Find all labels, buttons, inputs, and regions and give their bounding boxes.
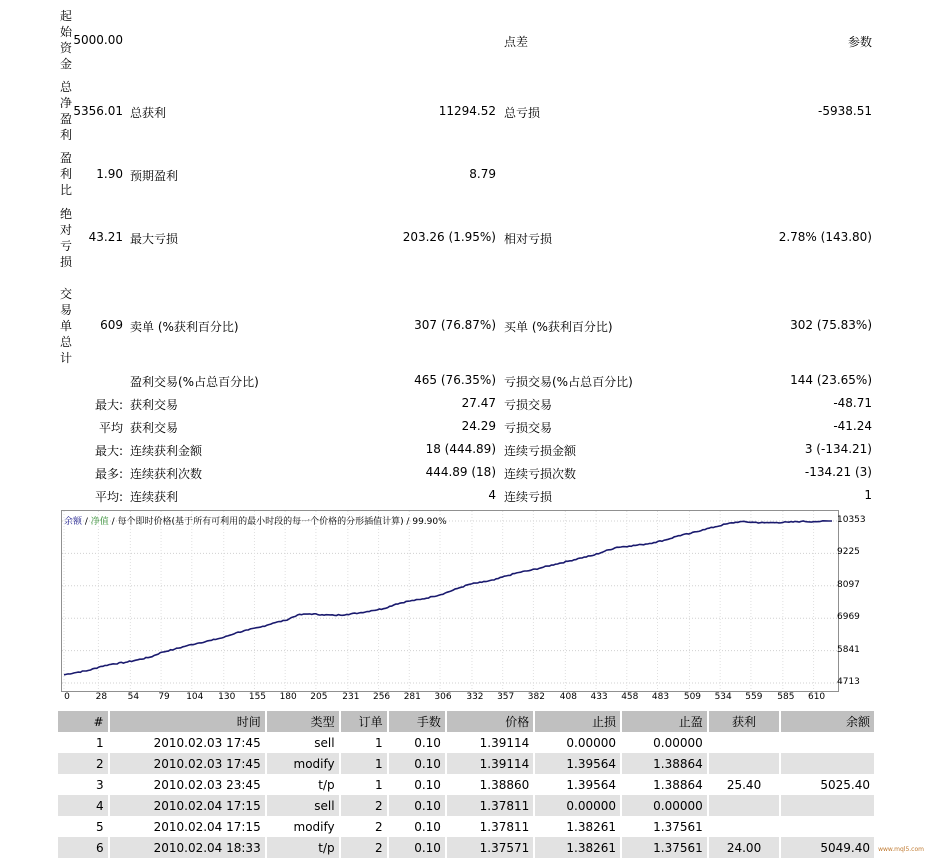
label-initial-deposit: 起始资金 [59, 9, 72, 71]
table-row[interactable] [58, 816, 875, 837]
cell-col-profit [708, 795, 781, 816]
table-row[interactable] [58, 774, 875, 795]
label-loss-trades: 亏损交易(%占总百分比) [504, 375, 633, 389]
label-spread: 点差 [504, 35, 529, 49]
cell-col-type: modify [266, 816, 340, 837]
cell-col-order: 1 [340, 753, 388, 774]
table-row[interactable] [58, 732, 875, 753]
label-total-trades: 交易单总计 [59, 287, 72, 365]
value-absolute-drawdown: 43.21 [88, 230, 123, 244]
chart-x-tick-label: 509 [683, 692, 702, 702]
legend-equity: 净值 [90, 517, 109, 527]
value-total-net-profit: 5356.01 [73, 104, 123, 118]
cell-col-price: 1.39114 [446, 732, 534, 753]
label-average-consecutive-wins: 连续获利 [130, 490, 179, 504]
chart-x-tick-label: 306 [434, 692, 452, 702]
label-relative-drawdown: 相对亏损 [504, 232, 553, 246]
cell-col-order: 1 [340, 732, 388, 753]
chart-x-tick-label: 79 [158, 692, 170, 702]
value-max-consecutive-wins-count: 444.89 (18) [425, 465, 496, 479]
label-long-positions: 买单 (%获利百分比) [504, 320, 613, 334]
header-col-type[interactable]: 类型 [266, 711, 340, 732]
balance-chart-svg [62, 511, 838, 691]
header-col-time[interactable]: 时间 [109, 711, 266, 732]
value-expected-payoff: 8.79 [469, 167, 496, 181]
value-gross-profit: 11294.52 [438, 104, 496, 118]
cell-col-lots: 0.10 [388, 753, 446, 774]
chart-x-tick-label: 534 [714, 692, 732, 702]
header-col-sl[interactable]: 止损 [534, 711, 621, 732]
value-max-consecutive-losses-count: -134.21 (3) [804, 465, 872, 479]
cell-col-lots: 0.10 [388, 732, 446, 753]
cell-col-number: 6 [58, 837, 109, 858]
label-total-net-profit: 总净盈利 [59, 80, 72, 142]
chart-y-tick-label: 4713 [837, 677, 860, 687]
cell-col-time: 2010.02.04 17:15 [109, 816, 266, 837]
chart-x-tick-label: 104 [186, 692, 204, 702]
cell-col-price: 1.37571 [446, 837, 534, 858]
label-max-consecutive-wins-amount: 连续获利金额 [130, 444, 203, 458]
cell-col-tp: 1.38864 [621, 753, 708, 774]
chart-x-tick-label: 585 [777, 692, 795, 702]
cell-col-tp: 1.38864 [621, 774, 708, 795]
header-col-profit[interactable]: 获利 [708, 711, 781, 732]
cell-col-time: 2010.02.04 18:33 [109, 837, 266, 858]
cell-col-type: sell [266, 732, 340, 753]
cell-col-balance: 5025.40 [780, 774, 875, 795]
table-row[interactable] [58, 753, 875, 774]
value-loss-trades: 144 (23.65%) [790, 373, 872, 387]
cell-col-type: modify [266, 753, 340, 774]
cell-col-tp: 0.00000 [621, 795, 708, 816]
chart-x-tick-label: 357 [497, 692, 515, 702]
cell-col-sl: 0.00000 [534, 795, 621, 816]
header-col-tp[interactable]: 止盈 [621, 711, 708, 732]
label-average-profit-trade: 获利交易 [130, 421, 179, 435]
value-largest-profit-trade: 27.47 [461, 396, 496, 410]
chart-x-tick-label: 256 [372, 692, 391, 702]
cell-col-number: 5 [58, 816, 109, 837]
cell-col-balance [780, 795, 875, 816]
cell-col-order: 2 [340, 837, 388, 858]
label-max-consecutive-wins-count: 连续获利次数 [130, 467, 203, 481]
cell-col-price: 1.38860 [446, 774, 534, 795]
value-short-positions: 307 (76.87%) [414, 318, 496, 332]
header-col-price[interactable]: 价格 [446, 711, 534, 732]
value-total-trades: 609 [100, 318, 123, 332]
cell-col-order: 1 [340, 774, 388, 795]
chart-x-tick-label: 458 [621, 692, 639, 702]
label-largest-profit-trade: 获利交易 [130, 398, 179, 412]
orders-table [58, 711, 876, 858]
cell-col-sl: 1.39564 [534, 753, 621, 774]
cell-col-number: 2 [58, 753, 109, 774]
value-relative-drawdown: 2.78% (143.80) [778, 230, 872, 244]
cell-col-lots: 0.10 [388, 816, 446, 837]
label-short-positions: 卖单 (%获利百分比) [130, 320, 239, 334]
cell-col-tp: 1.37561 [621, 837, 708, 858]
value-long-positions: 302 (75.83%) [790, 318, 872, 332]
chart-x-tick-label: 408 [559, 692, 577, 702]
cell-col-time: 2010.02.03 17:45 [109, 732, 266, 753]
legend-modelling-quality: 99.90% [412, 517, 447, 527]
label-max-consecutive-losses-amount: 连续亏损金额 [504, 444, 577, 458]
cell-col-price: 1.37811 [446, 816, 534, 837]
cell-col-tp: 0.00000 [621, 732, 708, 753]
cell-col-profit [708, 816, 781, 837]
value-average-consecutive-wins: 4 [488, 488, 496, 502]
value-initial-deposit: 5000.00 [73, 33, 123, 47]
orders-table-body [58, 732, 875, 858]
header-col-lots[interactable]: 手数 [388, 711, 446, 732]
label-gross-profit: 总获利 [130, 106, 167, 120]
label-gross-loss: 总亏损 [504, 106, 541, 120]
cell-col-type: sell [266, 795, 340, 816]
value-average-consecutive-losses: 1 [864, 488, 872, 502]
prefix-maximum: 最大: [94, 444, 123, 458]
cell-col-lots: 0.10 [388, 795, 446, 816]
cell-col-price: 1.37811 [446, 795, 534, 816]
value-profit-factor: 1.90 [96, 167, 123, 181]
legend-model-description: / 每个即时价格(基于所有可利用的最小时段的每一个价格的分形插值计算) / [108, 517, 413, 527]
chart-y-tick-label: 10353 [837, 515, 866, 525]
chart-y-tick-label: 8097 [837, 579, 860, 590]
cell-col-balance: 5049.40 [780, 837, 875, 858]
cell-col-time: 2010.02.03 23:45 [109, 774, 266, 795]
cell-col-type: t/p [266, 837, 340, 858]
chart-y-tick-label: 9225 [837, 547, 860, 558]
chart-x-tick-label: 281 [403, 692, 421, 702]
chart-x-tick-label: 180 [279, 692, 297, 702]
cell-col-balance [780, 753, 875, 774]
chart-y-tick-label: 5841 [837, 644, 860, 655]
chart-x-tick-label: 559 [745, 692, 763, 702]
cell-col-sl: 1.39564 [534, 774, 621, 795]
cell-col-number: 3 [58, 774, 109, 795]
chart-x-tick-label: 130 [218, 692, 236, 702]
balance-chart [61, 510, 839, 692]
header-col-balance[interactable]: 余额 [780, 711, 875, 732]
chart-x-tick-label: 483 [651, 692, 670, 702]
value-max-consecutive-wins-amount: 18 (444.89) [425, 442, 496, 456]
label-average-loss-trade: 亏损交易 [504, 421, 553, 435]
header-col-number[interactable]: # [58, 711, 109, 732]
label-average-consecutive-losses: 连续亏损 [504, 490, 553, 504]
label-max-consecutive-losses-count: 连续亏损次数 [504, 467, 577, 481]
cell-col-balance [780, 732, 875, 753]
chart-x-tick-label: 205 [310, 692, 328, 702]
value-maximal-drawdown: 203.26 (1.95%) [402, 230, 496, 244]
label-expected-payoff: 预期盈利 [130, 169, 179, 183]
table-row[interactable] [58, 837, 875, 858]
chart-x-tick-label: 433 [590, 692, 608, 702]
balance-series-line [64, 521, 832, 675]
cell-col-profit: 24.00 [708, 837, 781, 858]
chart-x-tick-label: 155 [248, 692, 267, 702]
label-maximal-drawdown: 最大亏损 [130, 232, 179, 246]
cell-col-sl: 1.38261 [534, 837, 621, 858]
chart-x-tick-label: 332 [466, 692, 484, 702]
cell-col-lots: 0.10 [388, 837, 446, 858]
chart-x-tick-label: 231 [342, 692, 360, 702]
site-watermark: www.mql5.com [878, 846, 924, 853]
chart-x-tick-label: 28 [95, 692, 108, 702]
chart-x-tick-label: 0 [64, 692, 70, 702]
prefix-average-consecutive: 平均: [94, 490, 123, 504]
legend-balance: 余额 [64, 517, 83, 527]
prefix-maximal: 最多: [94, 467, 123, 481]
value-gross-loss: -5938.51 [818, 104, 872, 118]
value-profit-trades: 465 (76.35%) [414, 373, 496, 387]
chart-y-tick-label: 6969 [837, 612, 860, 623]
table-row[interactable] [58, 795, 875, 816]
cell-col-sl: 0.00000 [534, 732, 621, 753]
value-average-profit-trade: 24.29 [461, 419, 496, 433]
cell-col-profit [708, 732, 781, 753]
cell-col-type: t/p [266, 774, 340, 795]
chart-x-tick-label: 54 [127, 692, 140, 702]
value-largest-loss-trade: -48.71 [833, 396, 872, 410]
cell-col-order: 2 [340, 816, 388, 837]
value-max-consecutive-losses-amount: 3 (-134.21) [804, 442, 872, 456]
label-absolute-drawdown: 绝对亏损 [59, 207, 72, 269]
cell-col-time: 2010.02.03 17:45 [109, 753, 266, 774]
cell-col-sl: 1.38261 [534, 816, 621, 837]
cell-col-profit [708, 753, 781, 774]
cell-col-balance [780, 816, 875, 837]
value-average-loss-trade: -41.24 [833, 419, 872, 433]
cell-col-price: 1.39114 [446, 753, 534, 774]
cell-col-profit: 25.40 [708, 774, 781, 795]
cell-col-number: 1 [58, 732, 109, 753]
chart-x-tick-label: 610 [807, 692, 826, 702]
label-parameters: 参数 [847, 35, 872, 49]
cell-col-order: 2 [340, 795, 388, 816]
orders-table-header [58, 711, 875, 732]
cell-col-number: 4 [58, 795, 109, 816]
label-largest-loss-trade: 亏损交易 [504, 398, 553, 412]
cell-col-lots: 0.10 [388, 774, 446, 795]
header-col-order[interactable]: 订单 [340, 711, 388, 732]
chart-x-tick-label: 382 [527, 692, 545, 702]
chart-legend [64, 514, 447, 527]
legend-sep-1: / [82, 517, 91, 527]
cell-col-time: 2010.02.04 17:15 [109, 795, 266, 816]
prefix-largest: 最大: [94, 398, 123, 412]
prefix-average: 平均 [98, 421, 123, 435]
label-profit-trades: 盈利交易(%占总百分比) [130, 375, 259, 389]
label-profit-factor: 盈利比 [59, 151, 72, 197]
cell-col-tp: 1.37561 [621, 816, 708, 837]
